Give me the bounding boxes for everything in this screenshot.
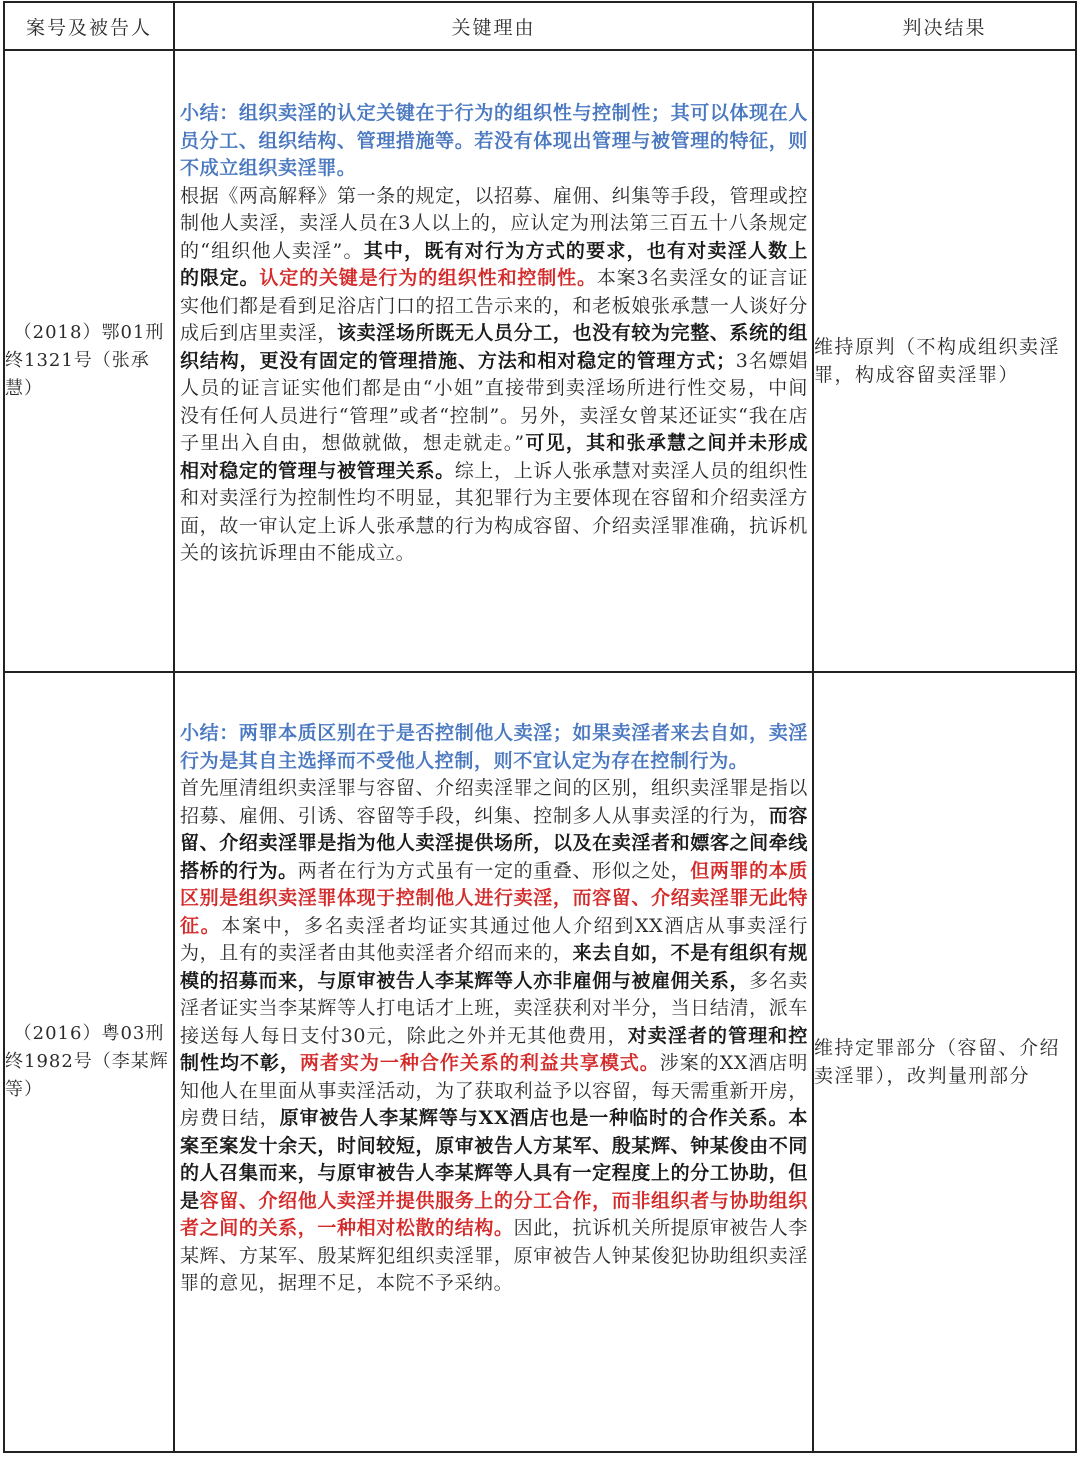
reason-segment: 本案3名卖淫女的证言证实他们都是看到足浴店门口的招工告示来的，和老板娘张承慧一人谈好分成后到店里卖淫， bbox=[180, 267, 808, 344]
reason-segment: 本案中，多名卖淫者均证实其通过他人介绍到XX酒店从事卖淫行为，且有的卖淫者由其他卖淫者介绍而来的， bbox=[180, 914, 808, 964]
reason-text bbox=[175, 673, 812, 1298]
header-result: 判决结果 bbox=[813, 2, 1076, 50]
case-number-rest: 终1982号（李某辉等） bbox=[5, 1051, 169, 1100]
result-cell: 维持原判（不构成组织卖淫罪，构成容留卖淫罪） bbox=[813, 50, 1076, 672]
case-number-rest: 终1321号（张承慧） bbox=[5, 350, 150, 399]
reason-text bbox=[175, 51, 812, 568]
reason-cell bbox=[174, 672, 813, 1452]
reason-highlight: 认定的关键是行为的组织性和控制性。 bbox=[259, 267, 597, 289]
reason-segment: 多名卖淫者证实当李某辉等人打电话才上班，卖淫获利对半分，当日结清，派车接送每人每日支付30元，除此之外并无其他费用， bbox=[180, 969, 808, 1047]
reason-segment: 综上，上诉人张承慧对卖淫人员的组织性和对卖淫行为控制性均不明显，其犯罪行为主要体现在容留和介绍卖淫方面，故一审认定上诉人张承慧的行为构成容留、介绍卖淫罪准确，抗诉机关的该抗诉理由不能成立。 bbox=[180, 459, 808, 564]
reason-highlight: 两者实为一种合作关系的利益共享模式。 bbox=[299, 1052, 660, 1074]
header-case: 案号及被告人 bbox=[4, 2, 174, 50]
reason-highlight: 容留、介绍他人卖淫并提供服务上的分工合作，而非组织者与协助组织者之间的关系，一种相对松散的结构。 bbox=[180, 1189, 808, 1239]
summary-text: 小结：组织卖淫的认定关键在于行为的组织性与控制性；其可以体现在人员分工、组织结构、管理措施等。若没有体现出管理与被管理的特征，则不成立组织卖淫罪。 bbox=[180, 102, 808, 179]
table-row bbox=[4, 50, 1076, 672]
reason-emphasis: 该卖淫场所既无人员分工，也没有较为完整、系统的组织结构，更没有固定的管理措施、方法和相对稳定的管理方式； bbox=[180, 322, 808, 372]
header-row bbox=[4, 2, 1076, 50]
header-reason: 关键理由 bbox=[174, 2, 813, 50]
case-number-cell bbox=[4, 50, 174, 672]
case-number-line: （2016）粤03刑 bbox=[13, 1023, 165, 1044]
reason-segment: 3名嫖娼人员的证言证实他们都是由“小姐”直接带到卖淫场所进行性交易，中间没有任何人员进行“管理”或者“控制”。另外，卖淫女曾某还证实“我在店子里出入自由，想做就做，想走就走。” bbox=[180, 349, 808, 454]
table-row bbox=[4, 672, 1076, 1452]
reason-emphasis: 对卖淫者的管理和控制性均不彰， bbox=[180, 1024, 808, 1074]
reason-segment: 因此，抗诉机关所提原审被告人李某辉、方某军、殷某辉犯组织卖淫罪，原审被告人钟某俊犯协助组织卖淫罪的意见，据理不足，本院不予采纳。 bbox=[180, 1217, 808, 1294]
reason-segment: 涉案的XX酒店明知他人在里面从事卖淫活动，为了获取利益予以容留，每天需重新开房，房费日结， bbox=[180, 1052, 808, 1129]
result-cell: 维持定罪部分（容留、介绍卖淫罪），改判量刑部分 bbox=[813, 672, 1076, 1452]
reason-cell bbox=[174, 50, 813, 672]
reason-emphasis: 原审被告人李某辉等与XX酒店也是一种临时的合作关系。本案至案发十余天，时间较短，原审被告人方某军、殷某辉、钟某俊由不同的人召集而来，与原审被告人李某辉等人具有一定程度上的分工协助，但是 bbox=[180, 1107, 808, 1212]
case-number-cell bbox=[4, 672, 174, 1452]
reason-emphasis: 来去自如，不是有组织有规模的招募而来，与原审被告人李某辉等人亦非雇佣与被雇佣关系， bbox=[180, 942, 808, 992]
reason-segment: 首先厘清组织卖淫罪与容留、介绍卖淫罪之间的区别，组织卖淫罪是指以招募、雇佣、引诱、容留等手段，纠集、控制多人从事卖淫的行为， bbox=[180, 777, 808, 827]
case-number-line: （2018）鄂01刑 bbox=[13, 322, 165, 343]
reason-emphasis: 而容留、介绍卖淫罪是指为他人卖淫提供场所，以及在卖淫者和嫖客之间牵线搭桥的行为。 bbox=[180, 804, 808, 882]
reason-emphasis: 可见，其和张承慧之间并未形成相对稳定的管理与被管理关系。 bbox=[180, 432, 809, 482]
reason-segment: 两者在行为方式虽有一定的重叠、形似之处， bbox=[297, 859, 691, 882]
summary-text: 小结：两罪本质区别在于是否控制他人卖淫；如果卖淫者来去自如，卖淫行为是其自主选择而不受他人控制，则不宜认定为存在控制行为。 bbox=[180, 722, 808, 772]
reason-highlight: 但两罪的本质区别是组织卖淫罪体现于控制他人进行卖淫，而容留、介绍卖淫罪无此特征。 bbox=[180, 859, 808, 937]
reason-emphasis: 其中，既有对行为方式的要求，也有对卖淫人数上的限定。 bbox=[180, 239, 809, 289]
case-table bbox=[3, 1, 1077, 1453]
reason-segment: 根据《两高解释》第一条的规定，以招募、雇佣、纠集等手段，管理或控制他人卖淫，卖淫人员在3人以上的，应认定为刑法第三百五十八条规定的“组织他人卖淫”。 bbox=[180, 184, 808, 262]
